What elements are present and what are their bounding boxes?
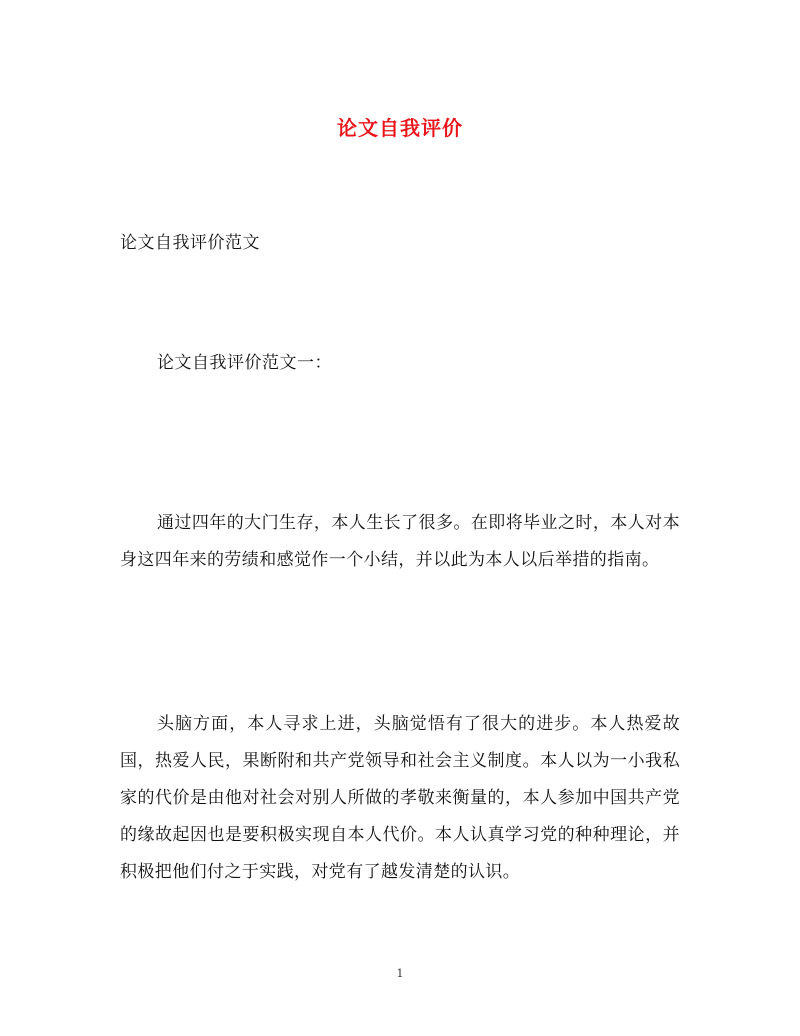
body-paragraph: 通过四年的大门生存，本人生长了很多。在即将毕业之时，本人对本身这四年来的劳绩和感觉作一个小结，并以此为本人以后举措的指南。 — [120, 513, 680, 570]
page-number: 1 — [396, 967, 404, 980]
section-heading: 论文自我评价范文一： — [157, 353, 332, 373]
document-subtitle: 论文自我评价范文 — [120, 233, 260, 253]
document-title: 论文自我评价 — [337, 116, 463, 140]
body-paragraph: 头脑方面，本人寻求上进，头脑觉悟有了很大的进步。本人热爱故国，热爱人民，果断附和共产党领导和社会主义制度。本人以为一小我私家的代价是由他对社会对别人所做的孝敬来衡量的，本人参加中国共产党的缘故起因也是要积极实现自本人代价。本人认真学习党的种种理论，并积极把他们付之于实践，对党有了越发清楚的认识。 — [120, 714, 680, 882]
